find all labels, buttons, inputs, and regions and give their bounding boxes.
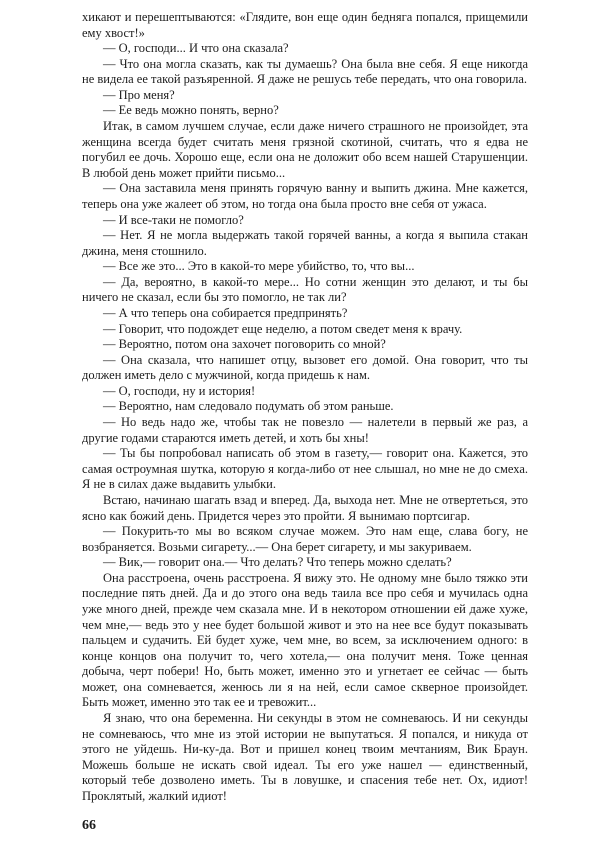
paragraph: — Про меня? xyxy=(103,87,175,102)
paragraph: — Она сказала, что напишет отцу, вызовет его домой. Она говорит, что ты должен иметь дело с мужчиной, когда придешь к нам. xyxy=(82,352,528,383)
paragraph: — Вероятно, нам следовало подумать об этом раньше. xyxy=(103,399,394,414)
paragraph: — О, господи, ну и история! xyxy=(103,383,256,398)
paragraph: хикают и перешептываются: «Глядите, вон еще один бедняга попался, прищемили ему хвост!» xyxy=(82,10,528,40)
paragraph: — Вик,— говорит она.— Что делать? Что теперь можно сделать? xyxy=(103,555,452,570)
paragraph: — Она заставила меня принять горячую ванну и выпить джина. Мне кажется, теперь она уже жалеет об этом, но тогда она была просто вне себя от ужаса. xyxy=(82,181,528,211)
page-number: 66 xyxy=(82,818,96,833)
paragraph: — Нет. Я не могла выдержать такой горячей ванны, а когда я выпила стакан джина, меня стошнило. xyxy=(82,228,528,258)
paragraph: — Ее ведь можно понять, верно? xyxy=(103,103,279,118)
paragraph: — Но ведь надо же, чтобы так не повезло — налетели в первый же раз, а другие годами стараются иметь детей, и хоть бы хны! xyxy=(82,415,528,445)
paragraph: — А что теперь она собирается предпринять? xyxy=(103,305,348,320)
paragraph: Итак, в самом лучшем случае, если даже ничего страшного не произойдет, эта женщина всегда будет считать меня грязной скотиной, считать, что я едва не погубил ее дочь. Хорошо еще, если она не доложит обо всем нашей Старушенции. В любой день может прийти письмо... xyxy=(82,119,528,180)
paragraph: — Покурить-то мы во всяком случае можем. Это нам еще, слава богу, не возбраняется. Возьми сигарету...— Она берет сигарету, и мы закуриваем. xyxy=(82,524,528,554)
paragraph: Она расстроена, очень расстроена. Я вижу это. Не одному мне было тяжко эти последние пять дней. Да и до этого она ведь таила все про себя и мучилась одна уже много дней, прежде чем сказала мне. И в некотором отношении ей даже хуже, чем мне,— ведь это у нее будет большой живот и это на нее все будут показывать пальцем и судачить. Ей будет хуже, чем мне, во всем, за исключением одного: в конце концов она получит то, чего хотела,— она получит меня. Тоже ценная добыча, черт побери! Но, быть может, именно это и угнетает ее сейчас — быть может, она сомневается, женюсь ли я на ней, если самое скверное произойдет. Быть может, именно это так ее и тревожит... xyxy=(82,570,528,710)
paragraph: Встаю, начинаю шагать взад и вперед. Да, выхода нет. Мне не отвертеться, это ясно как божий день. Придется через это пройти. Я вынимаю портсигар. xyxy=(82,492,528,523)
paragraph: — Говорит, что подождет еще неделю, а потом сведет меня к врачу. xyxy=(103,321,463,336)
paragraph: — Ты бы попробовал написать об этом в газету,— говорит она. Кажется, это самая остроумная шутка, которую я когда-либо от нее слышал, но мне не до смеха. Я не в силах даже выдавить улыбки. xyxy=(82,446,528,492)
paragraph: — Все же это... Это в какой-то мере убийство, то, что вы... xyxy=(103,259,415,274)
paragraph: — Вероятно, потом она захочет поговорить со мной? xyxy=(103,337,386,352)
paragraph: — О, господи... И что она сказала? xyxy=(103,41,289,56)
page-text xyxy=(82,10,528,804)
paragraph: — И все-таки не помогло? xyxy=(103,212,244,227)
paragraph: Я знаю, что она беременна. Ни секунды в этом не сомневаюсь. И ни секунды не сомневаюсь, что мне из этой истории не выпутаться. Я попался, и никуда от этого не уйдешь. Ни-ку-да. Вот и пришел конец твоим мечтаниям, Вик Браун. Можешь больше не искать свой идеал. Ты его уже нашел — единственный, который тебе дозволено иметь. Ты в ловушке, и спасения тебе нет. Ох, идиот! Проклятый, жалкий идиот! xyxy=(82,711,528,803)
paragraph: — Что она могла сказать, как ты думаешь? Она была вне себя. Я еще никогда не видела ее такой разъяренной. Я даже не решусь тебе передать, что она говорила. xyxy=(82,56,528,87)
paragraph: — Да, вероятно, в какой-то мере... Но сотни женщин это делают, и ты бы ничего не сказал, если бы это помогло, не так ли? xyxy=(82,274,528,305)
